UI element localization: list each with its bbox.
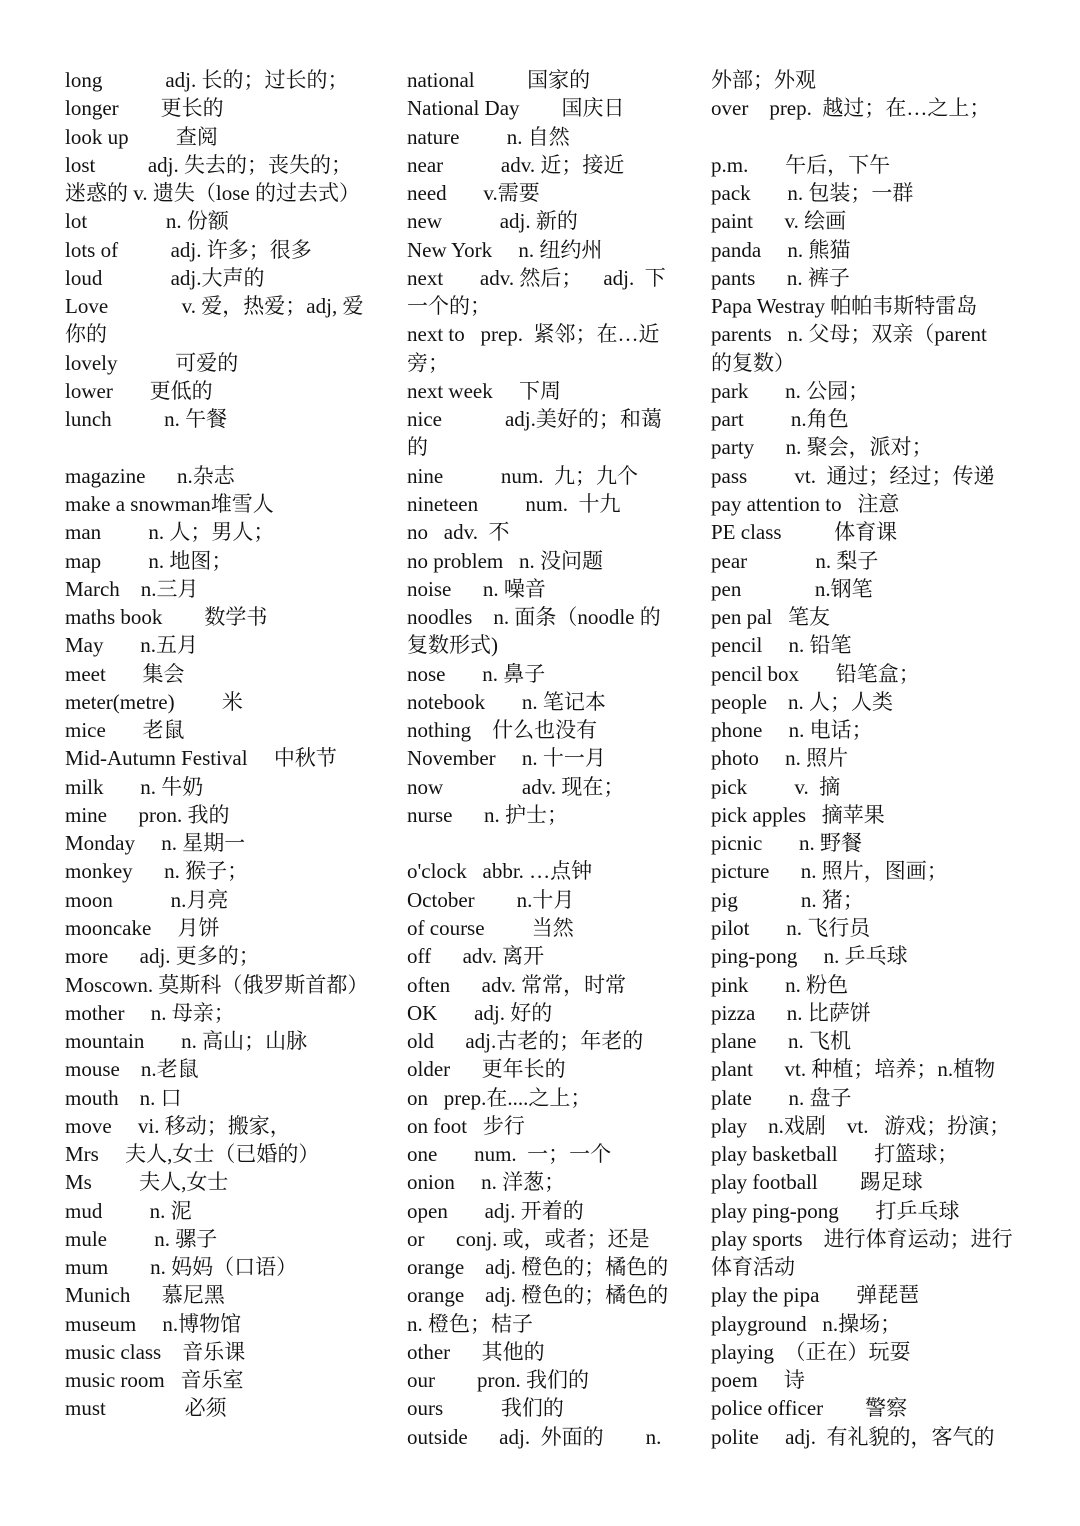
vocab-line: panda n. 熊猫 [711,237,851,262]
vocab-line: moon n.月亮 [65,887,229,912]
vocab-line: meet 集会 [65,661,185,686]
vocab-line: 外部；外观 [711,68,816,92]
vocab-line: national 国家的 [407,68,591,92]
vocab-line: mountain n. 高山；山脉 [65,1029,308,1054]
vocab-line: Ms 夫人,女士 [65,1170,229,1195]
blank-line [407,829,702,857]
vocab-line: long adj. 长的；过长的； [65,68,349,92]
vocab-line: mine pron. 我的 [65,802,230,827]
vocab-line: open adj. 开着的 [407,1198,584,1223]
vocab-line: Munich 慕尼黑 [65,1283,225,1308]
vocab-line: near adv. 近；接近 [407,152,625,177]
vocab-line: mud n. 泥 [65,1198,192,1223]
vocab-line: nice adj.美好的；和蔼 [407,407,662,432]
vocab-line: photo n. 照片 [711,746,849,771]
vocab-line: map n. 地图； [65,548,233,573]
vocab-line: phone n. 电话； [711,718,873,743]
vocab-line: o'clock abbr. …点钟 [407,859,593,884]
vocab-line: noise n. 噪音 [407,576,546,601]
vocab-line: nurse n. 护士； [407,802,568,827]
vocab-line: ping-pong n. 乒乓球 [711,944,908,969]
vocab-line: play basketball 打篮球； [711,1142,959,1167]
vocab-line: National Day 国庆日 [407,96,625,121]
vocab-line: must 必须 [65,1396,227,1421]
vocab-line: next adv. 然后； adj. 下 [407,265,666,290]
vocab-line: older 更年长的 [407,1057,566,1082]
vocab-line: people n. 人；人类 [711,689,893,714]
vocab-line: lost adj. 失去的；丧失的； [65,152,352,177]
vocab-line: poem 诗 [711,1368,805,1393]
vocab-line: polite adj. 有礼貌的，客气的 [711,1424,995,1449]
vocab-line: look up 查阅 [65,124,218,149]
vocab-line: Mid-Autumn Festival 中秋节 [65,746,337,771]
vocab-line: move vi. 移动；搬家， [65,1113,291,1138]
vocab-line: 的复数） [711,350,795,375]
vocab-line: pizza n. 比萨饼 [711,1000,871,1025]
vocab-line: March n.三月 [65,576,199,601]
vocab-line: onion n. 洋葱； [407,1170,566,1195]
vocab-line: milk n. 牛奶 [65,774,204,799]
vocab-line: New York n. 纽约州 [407,237,603,262]
vocab-line: pear n. 梨子 [711,548,879,573]
vocab-line: May n.五月 [65,633,198,658]
vocab-line: n. 橙色；桔子 [407,1311,533,1336]
vocab-line: Monday n. 星期一 [65,831,246,856]
vocab-line: man n. 人；男人； [65,520,275,545]
vocab-line: loud adj.大声的 [65,265,265,290]
vocab-line: 迷惑的 v. 遗失（lose 的过去式） [65,181,360,206]
vocab-line: make a snowman堆雪人 [65,491,274,516]
vocab-line: play ping-pong 打乒乓球 [711,1198,960,1223]
vocab-line: play sports 进行体育运动；进行 [711,1226,1013,1251]
vocab-line: more adj. 更多的； [65,944,260,969]
vocab-line: lot n. 份额 [65,209,229,234]
vocab-line: old adj.古老的；年老的 [407,1029,644,1054]
vocab-line: Mrs 夫人,女士（已婚的） [65,1142,320,1167]
vocab-line: no problem n. 没问题 [407,548,603,573]
vocab-line: part n.角色 [711,407,849,432]
vocab-line: nine num. 九；九个 [407,463,638,488]
vocab-line: off adv. 离开 [407,944,545,969]
vocab-line: over prep. 越过；在…之上； [711,96,991,121]
vocab-line: 一个的； [407,294,491,319]
vocab-line: orange adj. 橙色的；橘色的 [407,1283,669,1308]
vocab-line: p.m. 午后，下午 [711,152,891,177]
vocab-line: music room 音乐室 [65,1368,244,1393]
vocab-line: meter(metre) 米 [65,689,243,714]
vocab-line: noodles n. 面条（noodle 的 [407,605,661,630]
vocab-line: pants n. 裤子 [711,265,850,290]
vocab-line: one num. 一；一个 [407,1142,612,1167]
vocab-line: pass vt. 通过；经过；传递 [711,463,995,488]
vocab-line: museum n.博物馆 [65,1311,242,1336]
vocab-line: or conj. 或，或者；还是 [407,1226,650,1251]
vocab-line: pack n. 包装；一群 [711,181,914,206]
vocab-line: 复数形式) [407,633,498,658]
vocab-line: now adv. 现在； [407,774,625,799]
vocab-line: 的 [407,435,428,460]
vocab-line: picnic n. 野餐 [711,831,863,856]
vocab-line: 体育活动 [711,1255,795,1280]
vocab-line: on prep.在....之上； [407,1085,592,1110]
vocab-line: mule n. 骡子 [65,1226,218,1251]
vocab-line: lovely 可爱的 [65,350,239,375]
vocab-line: police officer 警察 [711,1396,908,1421]
vocab-line: mouse n.老鼠 [65,1057,199,1082]
vocab-line: play football 踢足球 [711,1170,923,1195]
vocab-line: Papa Westray 帕帕韦斯特雷岛 [711,294,978,319]
vocab-line: no adv. 不 [407,520,510,545]
vocab-line: picture n. 照片，图画； [711,859,948,884]
vocabulary-column-right [711,66,1071,1451]
vocab-line: pick v. 摘 [711,774,841,799]
vocab-line: need v.需要 [407,181,540,206]
vocabulary-column-left [65,66,400,1423]
vocab-line: lots of adj. 许多；很多 [65,237,312,262]
vocab-line: nature n. 自然 [407,124,570,149]
vocab-line: November n. 十一月 [407,746,606,771]
vocab-line: outside adj. 外面的 n. [407,1424,662,1449]
vocab-line: mouth n. 口 [65,1085,182,1110]
vocab-line: party n. 聚会，派对； [711,435,933,460]
vocab-line: play the pipa 弹琵琶 [711,1283,920,1308]
vocab-line: lunch n. 午餐 [65,407,228,432]
vocab-line: playing （正在）玩耍 [711,1339,911,1364]
vocab-line: mum n. 妈妈（口语） [65,1255,298,1280]
vocab-line: parents n. 父母；双亲（parent [711,322,987,347]
vocab-line: new adj. 新的 [407,209,578,234]
blank-line [65,433,400,461]
vocab-line: music class 音乐课 [65,1339,246,1364]
vocab-line: pay attention to 注意 [711,491,900,516]
vocab-line: pencil box 铅笔盒； [711,661,920,686]
vocab-line: 旁； [407,350,449,375]
vocab-line: next week 下周 [407,378,561,403]
vocab-line: lower 更低的 [65,378,213,403]
vocab-line: plant vt. 种植；培养；n.植物 [711,1057,996,1082]
blank-line [711,123,1071,151]
vocab-line: orange adj. 橙色的；橘色的 [407,1255,669,1280]
vocab-line: 你的 [65,322,107,347]
vocab-line: pick apples 摘苹果 [711,802,885,827]
vocab-line: October n.十月 [407,887,575,912]
vocab-line: longer 更长的 [65,96,224,121]
vocab-line: Moscown. 莫斯科（俄罗斯首都） [65,972,369,997]
vocab-line: of course 当然 [407,915,574,940]
vocab-line: paint v. 绘画 [711,209,847,234]
vocab-line: pencil n. 铅笔 [711,633,852,658]
vocab-line: mice 老鼠 [65,718,185,743]
vocab-line: pilot n. 飞行员 [711,915,871,940]
vocab-line: monkey n. 猴子； [65,859,249,884]
vocab-line: next to prep. 紧邻；在…近 [407,322,660,347]
vocab-line: nose n. 鼻子 [407,661,546,686]
vocab-line: play n.戏剧 vt. 游戏；扮演； [711,1113,1011,1138]
vocab-line: mooncake 月饼 [65,915,220,940]
vocab-line: other 其他的 [407,1339,545,1364]
vocab-line: Love v. 爱，热爱；adj, 爱 [65,294,364,319]
vocab-line: playground n.操场； [711,1311,902,1336]
vocab-line: pig n. 猪； [711,887,864,912]
vocab-line: notebook n. 笔记本 [407,689,606,714]
vocab-line: PE class 体育课 [711,520,898,545]
vocab-line: pink n. 粉色 [711,972,849,997]
vocab-line: nineteen num. 十九 [407,491,621,516]
vocabulary-column-middle [407,66,702,1451]
vocab-line: mother n. 母亲； [65,1000,235,1025]
vocab-line: pen n.钢笔 [711,576,873,601]
vocab-line: magazine n.杂志 [65,463,235,488]
vocab-line: on foot 步行 [407,1113,525,1138]
vocab-line: park n. 公园； [711,378,870,403]
vocab-line: our pron. 我们的 [407,1368,589,1393]
vocab-line: OK adj. 好的 [407,1000,553,1025]
vocab-line: nothing 什么也没有 [407,718,598,743]
vocab-line: ours 我们的 [407,1396,564,1421]
vocab-line: plane n. 飞机 [711,1029,851,1054]
vocab-line: plate n. 盘子 [711,1085,852,1110]
vocab-line: often adv. 常常，时常 [407,972,627,997]
vocab-line: maths book 数学书 [65,605,268,630]
vocab-line: pen pal 笔友 [711,605,830,630]
